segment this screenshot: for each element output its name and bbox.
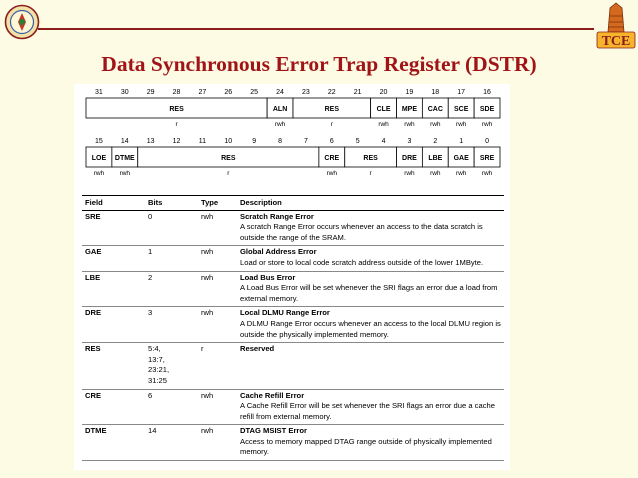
row-field: LBE: [82, 271, 145, 307]
bit-number: 8: [278, 138, 283, 145]
register-field-type: rwh: [430, 170, 441, 177]
bit-number: 4: [381, 138, 386, 145]
table-body: [82, 210, 504, 460]
row-description: [237, 425, 504, 461]
table-row: [82, 246, 504, 271]
bit-number: 19: [405, 89, 414, 96]
bit-number: 26: [224, 89, 233, 96]
bit-number: 24: [276, 89, 284, 96]
row-bits: [145, 246, 198, 271]
row-description: [237, 343, 504, 389]
register-field-label: CLE: [376, 106, 391, 113]
bit-number: 5: [355, 138, 360, 145]
row-type: r: [198, 343, 237, 389]
row-description-text: A Load Bus Error will be set whenever the SRI flags an error due a load from external memory.: [240, 283, 498, 303]
register-field-type: rwh: [481, 121, 493, 128]
row-field: GAE: [82, 246, 145, 271]
row-description-title: Scratch Range Error: [240, 211, 314, 221]
register-field-label: CAC: [427, 106, 443, 113]
row-bits-part: 6: [148, 390, 153, 400]
register-field-label: DRE: [402, 155, 417, 162]
register-field-type: rwh: [455, 170, 467, 177]
register-field-type: rwh: [404, 121, 415, 128]
table-row: [82, 343, 504, 389]
table-row: [82, 425, 504, 461]
row-type: rwh: [198, 210, 237, 246]
tce-logo-text: TCE: [601, 34, 631, 49]
register-field-type: rwh: [455, 121, 467, 128]
register-field-label: CRE: [324, 155, 340, 162]
register-field-type: r: [175, 121, 178, 128]
bit-number: 31: [95, 89, 103, 96]
register-field-label: LOE: [91, 155, 107, 162]
temple-gopuram-icon: [596, 2, 636, 50]
bit-number: 27: [198, 89, 207, 96]
bit-number: 20: [379, 89, 388, 96]
row-field: RES: [82, 343, 145, 389]
row-bits-part: 5:4,: [148, 344, 161, 354]
bit-number: 15: [95, 138, 103, 145]
register-field-label: ALN: [272, 106, 288, 113]
register-field-type: rwh: [119, 170, 131, 177]
register-field-label: MPE: [401, 106, 418, 113]
row-description: [237, 389, 504, 425]
slide-title: Data Synchronous Error Trap Register (DSTR): [101, 52, 537, 76]
register-field-type: rwh: [326, 170, 338, 177]
bit-number: 9: [252, 138, 257, 145]
row-description: [237, 307, 504, 343]
row-description-title: Reserved: [240, 344, 275, 354]
bit-number: 25: [250, 89, 259, 96]
bit-number: 23: [302, 89, 310, 96]
row-bits: [145, 210, 198, 246]
header-rule: [38, 28, 594, 30]
row-field: DTME: [82, 425, 145, 461]
register-field-type: rwh: [404, 170, 415, 177]
bit-number: 13: [146, 138, 155, 145]
table-row: [82, 307, 504, 343]
tce-logo: [596, 2, 636, 50]
register-field-type: rwh: [430, 121, 441, 128]
register-field-label: SCE: [453, 106, 469, 113]
bit-number: 11: [198, 138, 207, 145]
header-bits: Bits: [145, 196, 198, 211]
row-bits-part: 3: [148, 308, 153, 318]
bit-number: 16: [483, 89, 491, 96]
row-type: rwh: [198, 425, 237, 461]
bit-number: 12: [172, 138, 181, 145]
bit-number: 17: [457, 89, 466, 96]
register-field-type: rwh: [93, 170, 105, 177]
table-row: [82, 271, 504, 307]
bit-number: 14: [120, 138, 129, 145]
row-bits-part: 1: [148, 247, 153, 257]
row-bits-part: 0: [148, 211, 153, 221]
header-type: Type: [198, 196, 237, 211]
register-field-type: r: [227, 170, 230, 177]
row-description-title: Load Bus Error: [240, 272, 296, 282]
row-description-text: Access to memory mapped DTAG range outside of physically implemented memory.: [240, 436, 492, 457]
bit-number: 2: [433, 138, 438, 145]
table-row: [82, 210, 504, 246]
bit-number: 6: [329, 138, 334, 145]
row-bits-part: 13:7,: [148, 354, 165, 364]
register-field-type: rwh: [481, 170, 493, 177]
bit-number: 18: [431, 89, 440, 96]
register-field-label: RES: [169, 106, 184, 113]
bit-number: 29: [146, 89, 155, 96]
bit-number: 7: [303, 138, 308, 145]
table-row: [82, 389, 504, 425]
row-bits-part: 2: [148, 272, 153, 282]
row-field: CRE: [82, 389, 145, 425]
row-description-title: DTAG MSIST Error: [240, 426, 307, 436]
register-field-label: LBE: [428, 155, 443, 162]
bit-number: 3: [407, 138, 412, 145]
row-bits: [145, 389, 198, 425]
row-description-text: A DLMU Range Error occurs whenever an access to the local DLMU region is outside the physically implemented memory.: [240, 318, 501, 339]
header-description: Description: [237, 196, 504, 211]
register-field-type: r: [369, 170, 372, 177]
row-field: SRE: [82, 210, 145, 246]
register-field-label: RES: [324, 106, 340, 113]
bit-number: 22: [327, 89, 336, 96]
institute-seal-icon: [4, 4, 40, 40]
register-field-type: rwh: [378, 121, 389, 128]
row-description-title: Global Address Error: [240, 247, 317, 257]
row-type: rwh: [198, 246, 237, 271]
register-bit-diagram: [74, 84, 510, 194]
row-bits: [145, 425, 198, 461]
bit-number: 0: [485, 138, 490, 145]
register-field-label: RES: [221, 155, 236, 162]
row-field: DRE: [82, 307, 145, 343]
bit-number: 28: [172, 89, 181, 96]
field-description-table: [82, 195, 504, 461]
register-panel: [74, 84, 510, 470]
bit-number: 21: [353, 89, 362, 96]
register-field-label: SRE: [479, 155, 495, 162]
register-field-type: rwh: [274, 121, 286, 128]
row-type: rwh: [198, 271, 237, 307]
row-description: [237, 246, 504, 271]
row-type: rwh: [198, 389, 237, 425]
row-description: [237, 210, 504, 246]
row-description-title: Local DLMU Range Error: [240, 308, 330, 318]
row-bits-part: 31:25: [148, 375, 168, 385]
row-bits: [145, 343, 198, 389]
row-bits-part: 23:21,: [148, 365, 170, 375]
register-field-type: r: [330, 121, 333, 128]
table-header-row: [82, 196, 504, 211]
row-type: rwh: [198, 307, 237, 343]
register-field-label: GAE: [453, 155, 469, 162]
row-description-text: Load or store to local code scratch address outside of the lower 1MByte.: [240, 257, 484, 267]
row-bits-part: 14: [148, 426, 157, 436]
row-bits: [145, 307, 198, 343]
row-description: [237, 271, 504, 307]
header-field: Field: [82, 196, 145, 211]
register-field-label: SDE: [479, 106, 495, 113]
row-bits: [145, 271, 198, 307]
row-description-text: A scratch Range Error occurs whenever an access to the data scratch is outside the range of the SRAM.: [240, 222, 483, 242]
bit-number: 10: [224, 138, 233, 145]
bit-number: 1: [459, 138, 464, 145]
register-field-label: RES: [363, 155, 378, 162]
row-description-title: Cache Refill Error: [240, 390, 305, 400]
bit-number: 30: [120, 89, 129, 96]
row-description-text: A Cache Refill Error will be set whenever the SRI flags an error due a cache refill from external memory.: [240, 401, 495, 421]
register-field-label: DTME: [114, 155, 135, 162]
